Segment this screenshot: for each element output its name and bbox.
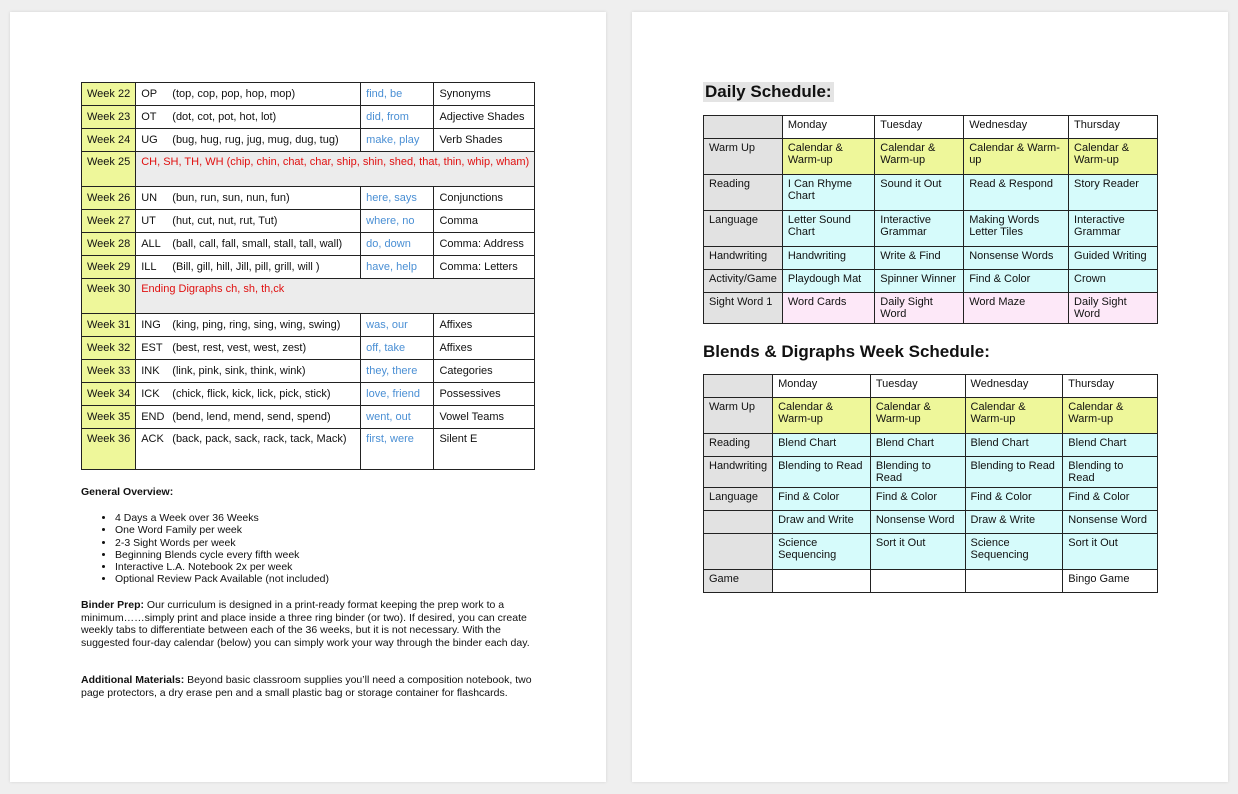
day-header: Monday: [782, 116, 874, 139]
table-row: [82, 152, 535, 187]
row-label: Warm Up: [704, 139, 783, 175]
schedule-cell: Blending to Read: [1063, 457, 1158, 488]
schedule-cell: Blend Chart: [965, 434, 1063, 457]
week-cell: Week 29: [82, 256, 136, 279]
day-header: Monday: [773, 375, 871, 398]
schedule-cell: Word Cards: [782, 293, 874, 324]
table-row: [82, 314, 535, 337]
week-cell: Week 35: [82, 406, 136, 429]
binder-prep-text: Our curriculum is designed in a print-ready format keeping the prep work to a minimum……simply print and place inside a three ring binder (or two). If desired, you can create weekly tabs to differentiate between each of the 36 weeks, but it is not necessary. With the suggested four-day calendar (below) you can simply work your way through the binder each day.: [81, 599, 530, 649]
list-item: • 2-3 Sight Words per week: [115, 537, 329, 549]
row-label: Language: [704, 488, 773, 511]
word-family-words: (bend, lend, mend, send, spend): [172, 411, 331, 423]
skill-cell: Affixes: [434, 314, 535, 337]
skill-cell: Vowel Teams: [434, 406, 535, 429]
list-item: • Interactive L.A. Notebook 2x per week: [115, 561, 329, 573]
sight-words-cell: find, be: [361, 83, 434, 106]
table-row: [82, 429, 535, 470]
word-family-label: ICK: [141, 388, 160, 400]
row-label: Handwriting: [704, 457, 773, 488]
skill-cell: Adjective Shades: [434, 106, 535, 129]
schedule-cell: [965, 570, 1063, 593]
schedule-cell: Making Words Letter Tiles: [964, 211, 1069, 247]
schedule-cell: Find & Color: [1063, 488, 1158, 511]
week-cell: Week 28: [82, 233, 136, 256]
table-row: [704, 293, 1158, 324]
skill-cell: Comma: Address: [434, 233, 535, 256]
schedule-cell: Handwriting: [782, 247, 874, 270]
day-header: Tuesday: [875, 116, 964, 139]
schedule-cell: Spinner Winner: [875, 270, 964, 293]
word-family-words: (ball, call, fall, small, stall, tall, wall): [172, 238, 343, 250]
materials-paragraph: [81, 674, 541, 699]
skill-cell: Conjunctions: [434, 187, 535, 210]
word-family-label: ILL: [141, 261, 157, 273]
list-item: • 4 Days a Week over 36 Weeks: [115, 512, 329, 524]
schedule-cell: Calendar & Warm-up: [1069, 139, 1158, 175]
schedule-cell: Sound it Out: [875, 175, 964, 211]
schedule-cell: [773, 570, 871, 593]
table-row: [82, 337, 535, 360]
schedule-cell: Find & Color: [964, 270, 1069, 293]
week-cell: Week 36: [82, 429, 136, 470]
schedule-cell: Playdough Mat: [782, 270, 874, 293]
table-row: [704, 457, 1158, 488]
word-family-words: (dot, cot, pot, hot, lot): [172, 111, 277, 123]
schedule-cell: Word Maze: [964, 293, 1069, 324]
word-family-label: END: [141, 411, 165, 423]
word-family-words: (bun, run, sun, nun, fun): [172, 192, 290, 204]
table-row: [82, 256, 535, 279]
day-header: Thursday: [1063, 375, 1158, 398]
word-family-words: (best, rest, vest, west, zest): [172, 342, 307, 354]
row-label: Reading: [704, 434, 773, 457]
week-cell: Week 22: [82, 83, 136, 106]
schedule-cell: Draw & Write: [965, 511, 1063, 534]
table-row: [82, 279, 535, 314]
table-row: [82, 106, 535, 129]
table-row: [82, 360, 535, 383]
schedule-cell: Sort it Out: [870, 534, 965, 570]
schedule-cell: Nonsense Words: [964, 247, 1069, 270]
schedule-cell: Calendar & Warm-up: [773, 398, 871, 434]
schedule-cell: Find & Color: [965, 488, 1063, 511]
word-family-label: INK: [141, 365, 160, 377]
overview-list: [81, 512, 329, 586]
word-family-cell: [136, 187, 361, 210]
word-family-label: UT: [141, 215, 156, 227]
sight-words-cell: make, play: [361, 129, 434, 152]
sight-words-cell: went, out: [361, 406, 434, 429]
corner-cell: [704, 116, 783, 139]
word-family-words: (Bill, gill, hill, Jill, pill, grill, will ): [172, 261, 320, 273]
schedule-cell: Find & Color: [870, 488, 965, 511]
list-item: • Optional Review Pack Available (not included): [115, 573, 329, 585]
table-row: [82, 406, 535, 429]
schedule-cell: Calendar & Warm-up: [965, 398, 1063, 434]
week-cell: Week 31: [82, 314, 136, 337]
word-family-label: ACK: [141, 433, 164, 445]
skill-cell: Comma: Letters: [434, 256, 535, 279]
row-label: [704, 511, 773, 534]
word-family-label: ING: [141, 319, 161, 331]
schedule-cell: Blending to Read: [870, 457, 965, 488]
schedule-cell: Daily Sight Word: [1069, 293, 1158, 324]
word-family-words: (link, pink, sink, think, wink): [172, 365, 306, 377]
week-cell: Week 34: [82, 383, 136, 406]
word-family-cell: [136, 314, 361, 337]
word-family-cell: [136, 406, 361, 429]
schedule-cell: Draw and Write: [773, 511, 871, 534]
blends-schedule-table: [703, 374, 1158, 593]
sight-words-cell: here, says: [361, 187, 434, 210]
week-cell: Week 23: [82, 106, 136, 129]
word-family-cell: [136, 233, 361, 256]
schedule-cell: Daily Sight Word: [875, 293, 964, 324]
row-label: Handwriting: [704, 247, 783, 270]
row-label: Activity/Game: [704, 270, 783, 293]
table-row: [704, 534, 1158, 570]
word-family-cell: [136, 210, 361, 233]
word-family-label: OT: [141, 111, 157, 123]
schedule-cell: Interactive Grammar: [875, 211, 964, 247]
schedule-cell: Interactive Grammar: [1069, 211, 1158, 247]
table-row: [704, 175, 1158, 211]
table-row: [82, 233, 535, 256]
week-cell: Week 26: [82, 187, 136, 210]
word-family-cell: [136, 337, 361, 360]
week-cell: Week 33: [82, 360, 136, 383]
table-row: [704, 511, 1158, 534]
skill-cell: Verb Shades: [434, 129, 535, 152]
skill-cell: Affixes: [434, 337, 535, 360]
skill-cell: Silent E: [434, 429, 535, 470]
schedule-cell: Letter Sound Chart: [782, 211, 874, 247]
table-row: [704, 139, 1158, 175]
table-row: [704, 247, 1158, 270]
skill-cell: Comma: [434, 210, 535, 233]
skill-cell: Categories: [434, 360, 535, 383]
sight-words-cell: was, our: [361, 314, 434, 337]
right-page: [632, 12, 1228, 782]
sight-words-cell: did, from: [361, 106, 434, 129]
table-row: [704, 211, 1158, 247]
schedule-cell: Nonsense Word: [1063, 511, 1158, 534]
word-family-cell: [136, 360, 361, 383]
week-cell: Week 30: [82, 279, 136, 314]
sight-words-cell: love, friend: [361, 383, 434, 406]
header-row: [704, 116, 1158, 139]
table-row: [704, 488, 1158, 511]
word-family-words: (back, pack, sack, rack, tack, Mack): [172, 433, 347, 445]
daily-schedule-title: Daily Schedule:: [705, 82, 832, 101]
word-family-cell: [136, 383, 361, 406]
schedule-cell: Read & Respond: [964, 175, 1069, 211]
table-row: [704, 434, 1158, 457]
table-row: [704, 398, 1158, 434]
word-family-words: (top, cop, pop, hop, mop): [172, 88, 296, 100]
table-row: [82, 210, 535, 233]
schedule-cell: Blend Chart: [773, 434, 871, 457]
binder-prep-paragraph: [81, 599, 541, 649]
day-header: Wednesday: [964, 116, 1069, 139]
schedule-cell: Calendar & Warm-up: [964, 139, 1069, 175]
schedule-cell: [870, 570, 965, 593]
schedule-cell: Calendar & Warm-up: [875, 139, 964, 175]
week-cell: Week 25: [82, 152, 136, 187]
word-family-label: OP: [141, 88, 158, 100]
row-label: Warm Up: [704, 398, 773, 434]
schedule-cell: Sort it Out: [1063, 534, 1158, 570]
row-label: Game: [704, 570, 773, 593]
table-row: [82, 83, 535, 106]
schedule-cell: Blending to Read: [773, 457, 871, 488]
daily-schedule-table: [703, 115, 1158, 324]
corner-cell: [704, 375, 773, 398]
schedule-cell: Story Reader: [1069, 175, 1158, 211]
word-family-cell: [136, 106, 361, 129]
schedule-cell: Calendar & Warm-up: [782, 139, 874, 175]
word-family-label: EST: [141, 342, 163, 354]
overview-heading: General Overview:: [81, 486, 174, 498]
table-row: [82, 187, 535, 210]
schedule-cell: Science Sequencing: [773, 534, 871, 570]
row-label: Language: [704, 211, 783, 247]
row-label: [704, 534, 773, 570]
left-page: [10, 12, 606, 782]
word-family-cell: [136, 129, 361, 152]
sight-words-cell: where, no: [361, 210, 434, 233]
schedule-cell: Nonsense Word: [870, 511, 965, 534]
schedule-cell: Calendar & Warm-up: [870, 398, 965, 434]
word-family-words: (chick, flick, kick, lick, pick, stick): [172, 388, 331, 400]
header-row: [704, 375, 1158, 398]
word-family-words: (king, ping, ring, sing, wing, swing): [172, 319, 341, 331]
sight-words-cell: off, take: [361, 337, 434, 360]
table-row: [82, 383, 535, 406]
word-family-label: UN: [141, 192, 158, 204]
materials-text: Beyond basic classroom supplies you’ll need a composition notebook, two page protectors, a dry erase pen and a small plastic bag or storage container for flashcards.: [81, 674, 532, 699]
week-table: [81, 82, 535, 470]
schedule-cell: Blending to Read: [965, 457, 1063, 488]
schedule-cell: Blend Chart: [870, 434, 965, 457]
table-row: [704, 570, 1158, 593]
week-cell: Week 24: [82, 129, 136, 152]
binder-prep-label: Binder Prep:: [81, 599, 145, 611]
table-row: [704, 270, 1158, 293]
schedule-cell: I Can Rhyme Chart: [782, 175, 874, 211]
row-label: Reading: [704, 175, 783, 211]
schedule-cell: Bingo Game: [1063, 570, 1158, 593]
materials-label: Additional Materials:: [81, 674, 185, 686]
schedule-cell: Guided Writing: [1069, 247, 1158, 270]
word-family-cell: [136, 256, 361, 279]
schedule-cell: Blend Chart: [1063, 434, 1158, 457]
schedule-cell: Find & Color: [773, 488, 871, 511]
schedule-cell: Write & Find: [875, 247, 964, 270]
week-cell: Week 27: [82, 210, 136, 233]
skill-cell: Possessives: [434, 383, 535, 406]
row-label: Sight Word 1: [704, 293, 783, 324]
word-family-words: (bug, hug, rug, jug, mug, dug, tug): [172, 134, 339, 146]
blends-schedule-title: Blends & Digraphs Week Schedule:: [703, 342, 990, 361]
sight-words-cell: do, down: [361, 233, 434, 256]
day-header: Tuesday: [870, 375, 965, 398]
sight-words-cell: they, there: [361, 360, 434, 383]
day-header: Thursday: [1069, 116, 1158, 139]
schedule-cell: Science Sequencing: [965, 534, 1063, 570]
week-cell: Week 32: [82, 337, 136, 360]
word-family-words: (hut, cut, nut, rut, Tut): [172, 215, 278, 227]
sight-words-cell: first, were: [361, 429, 434, 470]
list-item: • One Word Family per week: [115, 524, 329, 536]
special-note-cell: Ending Digraphs ch, sh, th,ck: [136, 279, 535, 314]
schedule-cell: Crown: [1069, 270, 1158, 293]
word-family-cell: [136, 83, 361, 106]
skill-cell: Synonyms: [434, 83, 535, 106]
sight-words-cell: have, help: [361, 256, 434, 279]
list-item: • Beginning Blends cycle every fifth week: [115, 549, 329, 561]
word-family-label: ALL: [141, 238, 161, 250]
schedule-cell: Calendar & Warm-up: [1063, 398, 1158, 434]
special-note-cell: CH, SH, TH, WH (chip, chin, chat, char, ship, shin, shed, that, thin, whip, wham): [136, 152, 535, 187]
day-header: Wednesday: [965, 375, 1063, 398]
table-row: [82, 129, 535, 152]
word-family-cell: [136, 429, 361, 470]
word-family-label: UG: [141, 134, 158, 146]
